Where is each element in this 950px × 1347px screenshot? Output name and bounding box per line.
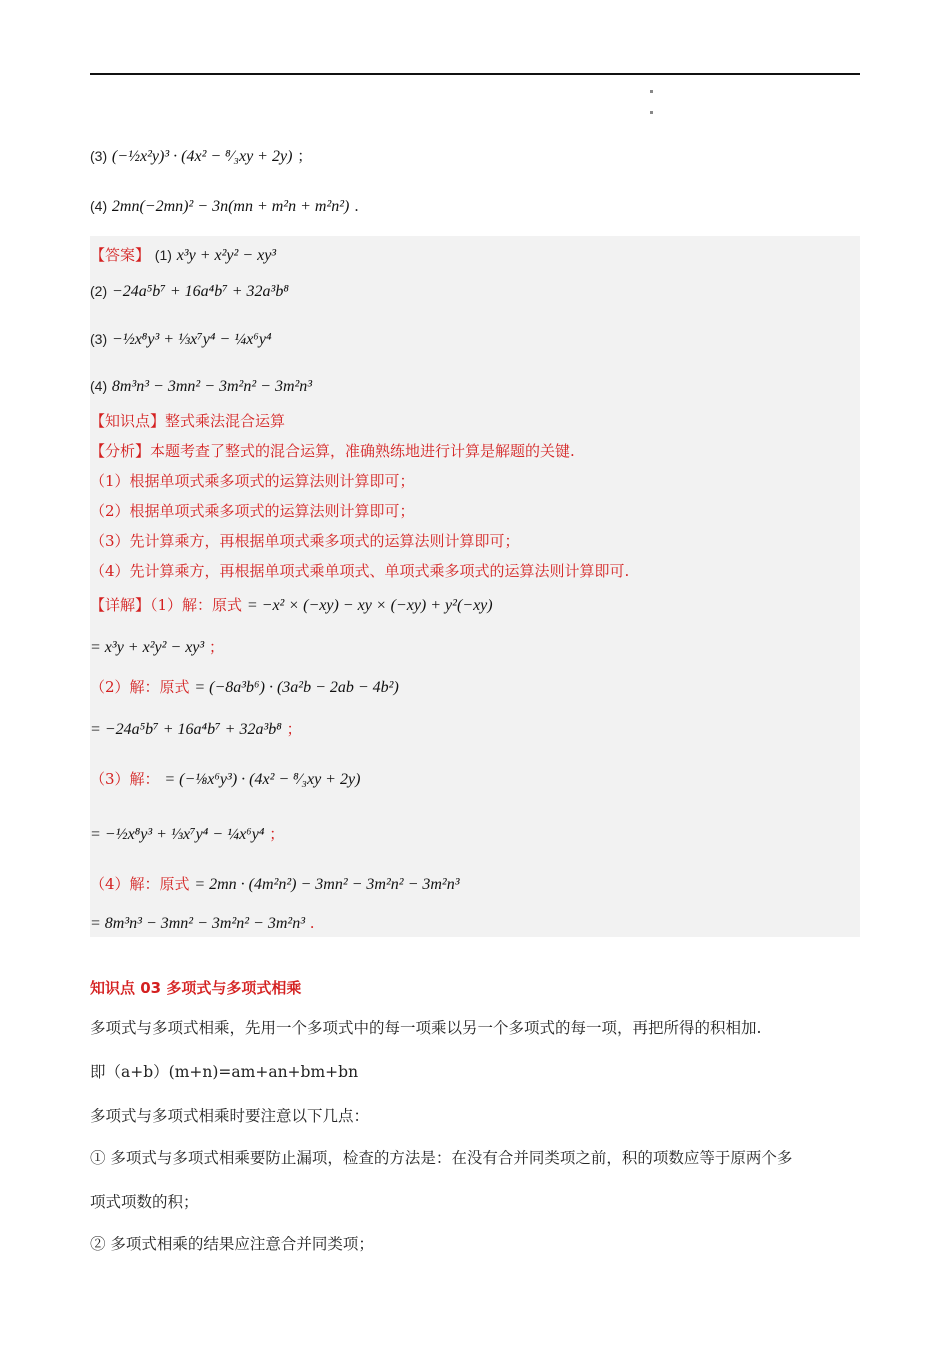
detail-expression: = 2mn · (4m²n²) − 3mn² − 3m²n² − 3m²n³ — [194, 876, 460, 893]
detail-expression: = −24a⁵b⁷ + 16a⁴b⁷ + 32a³b⁸ — [90, 721, 282, 738]
answer-label: (2) — [90, 283, 108, 299]
punctuation: ； — [297, 147, 313, 165]
header-rule — [90, 73, 860, 75]
detail-prefix: （4）解：原式 — [90, 875, 190, 893]
marker-dot — [650, 111, 653, 114]
section-paragraph: 多项式与多项式相乘时要注意以下几点： — [90, 1107, 370, 1125]
knowledge-point — [90, 410, 285, 431]
analysis-step: （4）先计算乘方，再根据单项式乘单项式、单项式乘多项式的运算法则计算即可. — [90, 562, 630, 580]
punctuation: ； — [269, 825, 285, 843]
answer-line-3 — [90, 330, 272, 349]
analysis-tag: 【分析】 — [90, 442, 151, 460]
punctuation: . — [354, 197, 359, 215]
answer-expression: −½x⁸y³ + ⅓x⁷y⁴ − ¼x⁶y⁴ — [111, 331, 272, 348]
problem-3 — [90, 145, 312, 166]
punctuation: ； — [208, 638, 224, 656]
detail-expression: = 8m³n³ − 3mn² − 3m²n² − 3m²n³ — [90, 915, 305, 932]
section-paragraph: ① 多项式与多项式相乘要防止漏项，检查的方法是：在没有合并同类项之前，积的项数应等于原两个多 — [90, 1149, 793, 1167]
answer-expression: 8m³n³ − 3mn² − 3m²n² − 3m²n³ — [111, 378, 313, 395]
problem-label: (3) — [90, 148, 108, 164]
formula-paragraph: 即（a+b）(m+n)=am+an+bm+bn — [90, 1063, 359, 1081]
section-paragraph: 多项式与多项式相乘，先用一个多项式中的每一项乘以另一个多项式的每一项，再把所得的积相加. — [90, 1019, 762, 1037]
detail-expression: = (−8a³b⁶) · (3a²b − 2ab − 4b²) — [194, 679, 399, 696]
answer-label: (4) — [90, 378, 108, 394]
detail-expression: = −x² × (−xy) − xy × (−xy) + y²(−xy) — [246, 597, 493, 614]
detail-line-8 — [90, 914, 315, 933]
detail-prefix: （2）解：原式 — [90, 678, 190, 696]
section-paragraph: ② 多项式相乘的结果应注意合并同类项； — [90, 1235, 374, 1253]
detail-expression: = −½x⁸y³ + ⅓x⁷y⁴ − ¼x⁶y⁴ — [90, 826, 265, 843]
problem-label: (4) — [90, 198, 108, 214]
knowledge-text: 整式乘法混合运算 — [165, 412, 286, 430]
section-heading: 知识点 03 多项式与多项式相乘 — [90, 979, 302, 997]
detail-tag: 【详解】 — [90, 596, 151, 614]
answer-line-2 — [90, 282, 289, 301]
knowledge-tag: 【知识点】 — [90, 412, 166, 430]
detail-line-7 — [90, 873, 460, 894]
analysis-step: （2）根据单项式乘多项式的运算法则计算即可； — [90, 502, 415, 520]
analysis-text: 本题考查了整式的混合运算，准确熟练地进行计算是解题的关键. — [150, 442, 575, 460]
detail-line-4 — [90, 718, 302, 739]
detail-prefix: （3）解： — [90, 770, 160, 788]
punctuation: ； — [286, 720, 302, 738]
answer-expression: −24a⁵b⁷ + 16a⁴b⁷ + 32a³b⁸ — [111, 283, 289, 300]
detail-line-2 — [90, 636, 224, 657]
marker-dot — [650, 90, 653, 93]
answer-label: (1) — [154, 247, 172, 263]
problem-4 — [90, 197, 359, 216]
analysis-step: （1）根据单项式乘多项式的运算法则计算即可； — [90, 472, 415, 490]
analysis-step: （3）先计算乘方，再根据单项式乘多项式的运算法则计算即可； — [90, 532, 520, 550]
answer-label: (3) — [90, 331, 108, 347]
detail-line-5 — [90, 768, 360, 789]
detail-prefix: （1）解：原式 — [150, 596, 243, 614]
analysis — [90, 440, 575, 461]
answer-line-4 — [90, 377, 312, 396]
detail-line-3 — [90, 676, 399, 697]
answer-expression: x³y + x²y² − xy³ — [176, 247, 277, 264]
detail-expression: = (−⅛x⁶y³) · (4x² − ⁸⁄₃xy + 2y) — [164, 771, 361, 788]
detail-line-1 — [90, 594, 493, 615]
problem-expression: 2mn(−2mn)² − 3n(mn + m²n + m²n²) — [111, 198, 350, 215]
section-paragraph: 项式项数的积； — [90, 1193, 199, 1211]
detail-expression: = x³y + x²y² − xy³ — [90, 639, 205, 656]
answer-line-1 — [90, 244, 276, 265]
detail-line-6 — [90, 823, 284, 844]
punctuation: . — [309, 914, 315, 932]
answer-tag: 【答案】 — [90, 246, 151, 264]
problem-expression: (−½x²y)³ · (4x² − ⁸⁄₃xy + 2y) — [111, 148, 293, 165]
